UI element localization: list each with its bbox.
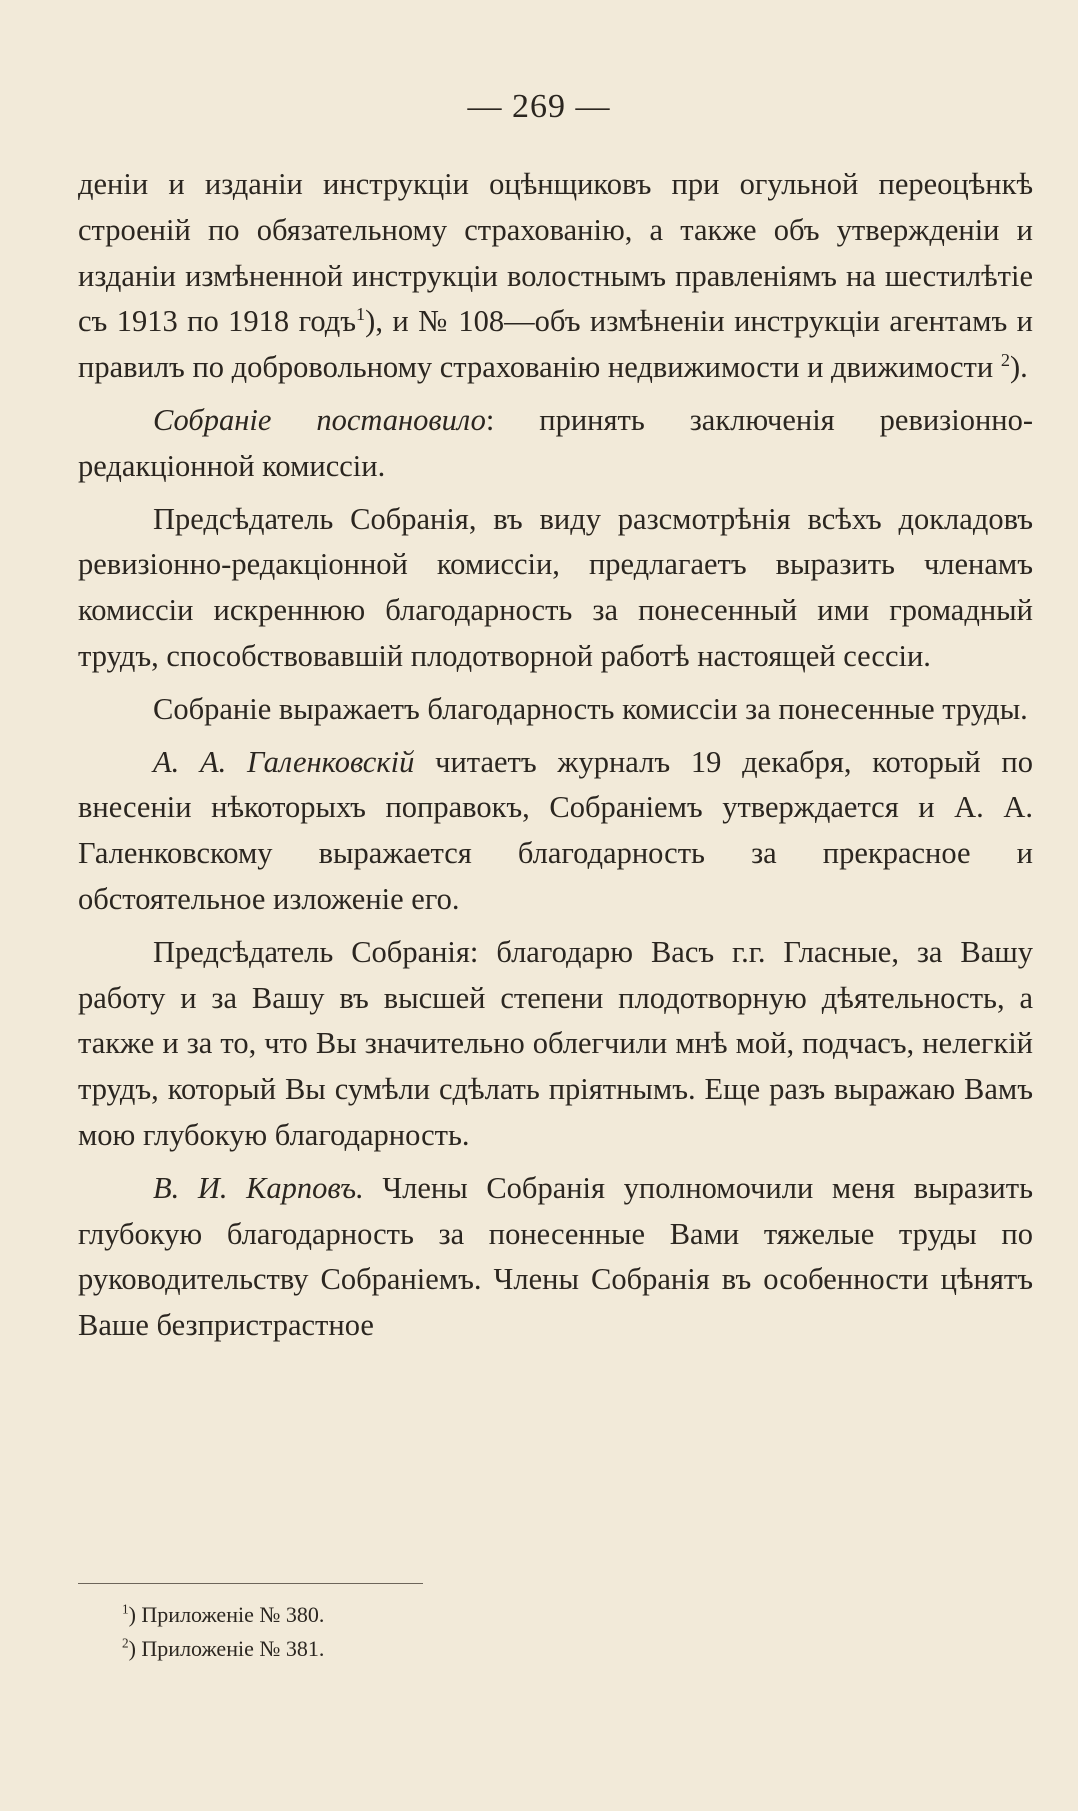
resolution-heading: Собраніе постановило	[153, 402, 486, 437]
footnotes	[122, 1598, 324, 1666]
paragraph-text: .	[1020, 350, 1028, 385]
footnote-ref-2: 2	[1000, 350, 1010, 371]
paragraph-text: , и № 108—объ измѣненіи инструкціи агентамъ и правилъ по добровольному страхованію недвижимости и движимости	[78, 304, 1033, 385]
speaker-name: В. И. Карповъ.	[153, 1170, 364, 1205]
karpov-speech-paragraph	[78, 1166, 1033, 1349]
footnote-ref-1: 1	[356, 304, 366, 325]
journal-reading-paragraph	[78, 740, 1033, 923]
footnote-divider	[78, 1583, 423, 1584]
page-number: — 269 —	[467, 88, 611, 125]
body-text	[78, 162, 1033, 1356]
chairman-proposal-paragraph: Предсѣдатель Собранія, въ виду разсмотрѣнія всѣхъ докладовъ ревизіонно-редакціонной комиссіи, предлагаетъ выразить членамъ комиссіи искреннюю благодарность за понесенный ими громадный трудъ, способствовавшій плодотворной работѣ настоящей сессіи.	[78, 501, 1033, 673]
chairman-speech-paragraph: Предсѣдатель Собранія: благодарю Васъ г.г. Гласные, за Вашу работу и за Вашу въ высшей степени плодотворную дѣятельность, а также и за то, что Вы значительно облегчили мнѣ мой, подчасъ, нелегкій трудъ, который Вы сумѣли сдѣлать пріятнымъ. Еще разъ выражаю Вамъ мою глубокую благодарность.	[78, 934, 1033, 1152]
assembly-thanks-paragraph: Собраніе выражаетъ благодарность комиссіи за понесенные труды.	[153, 691, 1028, 726]
resolution-paragraph	[78, 398, 1033, 490]
footnote-mark: 2	[122, 1635, 129, 1651]
paragraph-text: деніи и изданіи инструкціи оцѣнщиковъ при огульной переоцѣнкѣ строеній по обязательному страхованію, а также объ утвержденіи и изданіи измѣненной инструкціи волостнымъ правленіямъ на шестилѣтіе съ 1913 по 1918 годъ	[78, 167, 1033, 339]
paragraph-text: читаетъ журналъ 19 декабря, который по внесеніи нѣкоторыхъ поправокъ, Собраніемъ утверждается и А. А. Галенковскому выражается благодарность за прекрасное и обстоятельное изложеніе его.	[78, 744, 1033, 916]
footnote-1: $^1$) Приложеніе № 380.	[122, 1601, 325, 1627]
speaker-name: А. А. Галенковскій	[153, 744, 415, 779]
paragraph-text: Члены Собранія уполномочили меня выразить глубокую благодарность за понесенные Вами тяжелые труды по руководительству Собраніемъ. Члены Собранія въ особенности цѣнятъ Ваше безпристрастное	[78, 1170, 1033, 1343]
footnote-mark: 1	[122, 1601, 129, 1617]
footnote-text: Приложеніе № 381.	[135, 1636, 325, 1661]
paragraph-continuation: деніи и изданіи инструкціи оцѣнщиковъ при огульной переоцѣнкѣ строеній по обязательному страхованію, а также объ утвержденіи и изданіи измѣненной инструкціи волостнымъ правленіямъ на шестилѣтіе съ 1913 по 1918 годъ$^1$), и № 108—объ измѣненіи инструкціи агентамъ и правилъ по добровольному страхованію недвижимости и движимости $^2$).	[78, 167, 1033, 385]
footnote-2: $^2$) Приложеніе № 381.	[122, 1635, 325, 1661]
footnote-text: Приложеніе № 380.	[135, 1602, 325, 1627]
paragraph-text: : принять заключенія ревизіонно-редакціонной комиссіи.	[78, 402, 1034, 483]
